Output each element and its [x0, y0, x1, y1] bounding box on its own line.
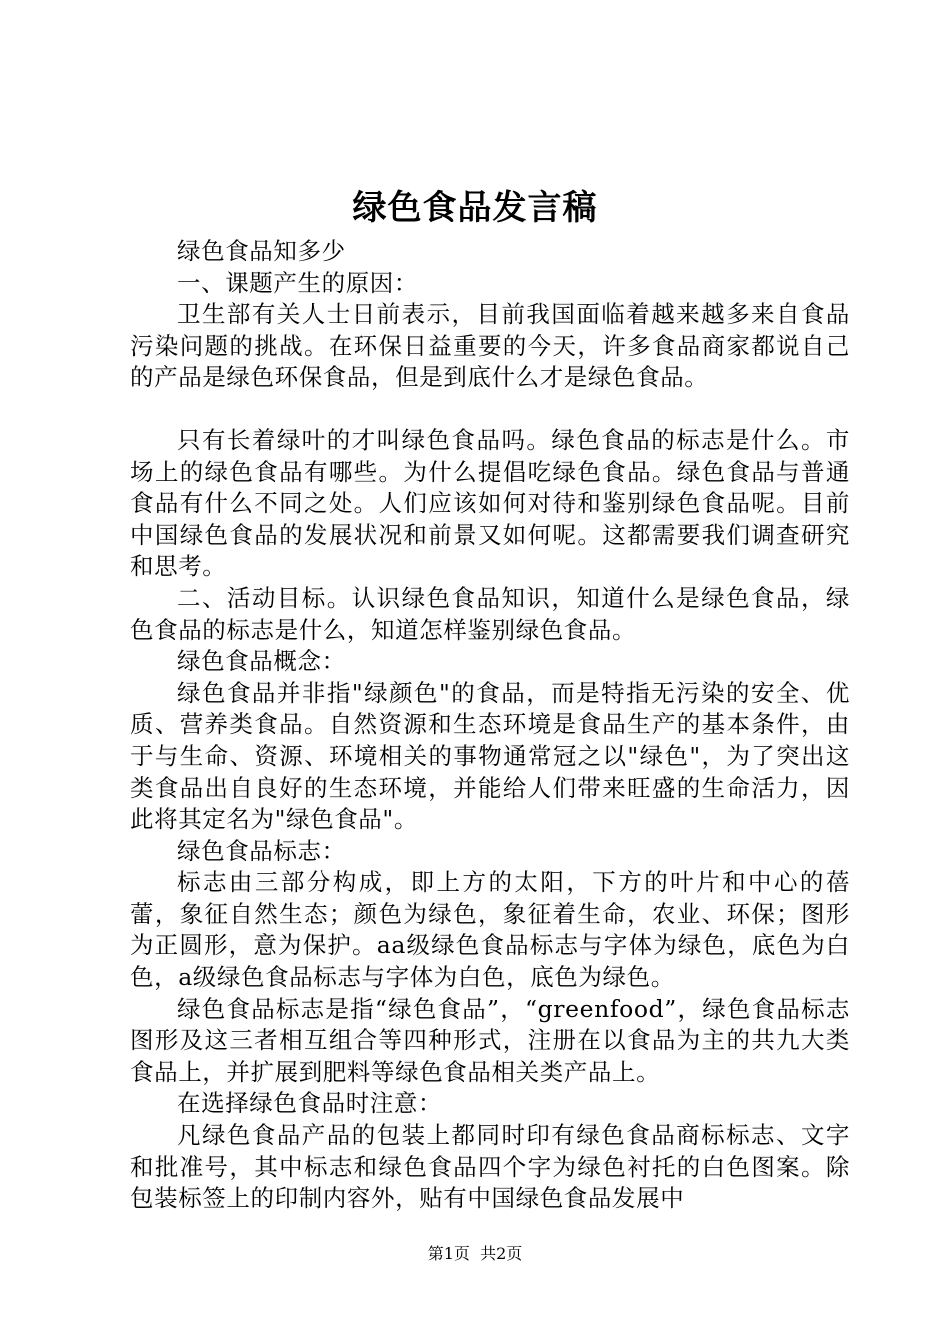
document-title: 绿色食品发言稿 [352, 188, 598, 228]
paragraph-heading: 在选择绿色食品时注意： [177, 1089, 443, 1118]
paragraph: 标志由三部分构成，即上方的太阳，下方的叶片和中心的蓓蕾，象征自然生态；颜色为绿色，象征着生命，农业、环保；图形为正圆形，意为保护。aa级绿色食品标志与字体为绿色，底色为白色，a级绿色食品标志与字体为白色，底色为绿色。 [130, 868, 850, 992]
page-number: 第1页 共2页 [427, 1244, 523, 1263]
paragraph: 只有长着绿叶的才叫绿色食品吗。绿色食品的标志是什么。市场上的绿色食品有哪些。为什么提倡吃绿色食品。绿色食品与普通食品有什么不同之处。人们应该如何对待和鉴别绿色食品呢。目前中国绿色食品的发展状况和前景又如何呢。这都需要我们调查研究和思考。 [130, 425, 850, 581]
document-body [130, 236, 850, 1215]
paragraph-section-heading: 二、活动目标。认识绿色食品知识，知道什么是绿色食品，绿色食品的标志是什么，知道怎样鉴别绿色食品。 [130, 583, 850, 644]
paragraph-heading: 绿色食品标志： [177, 836, 346, 865]
paragraph: 绿色食品并非指"绿颜色"的食品，而是特指无污染的安全、优质、营养类食品。自然资源和生态环境是食品生产的基本条件，由于与生命、资源、环境相关的事物通常冠之以"绿色"，为了突出这类食品出自良好的生态环境，并能给人们带来旺盛的生命活力，因此将其定名为"绿色食品"。 [130, 678, 850, 834]
paragraph: 卫生部有关人士日前表示，目前我国面临着越来越多来自食品污染问题的挑战。在环保日益重要的今天，许多食品商家都说自己的产品是绿色环保食品，但是到底什么才是绿色食品。 [130, 300, 850, 392]
paragraph-subtitle: 绿色食品知多少 [177, 237, 346, 265]
paragraph: 凡绿色食品产品的包装上都同时印有绿色食品商标标志、文字和批准号，其中标志和绿色食品四个字为绿色衬托的白色图案。除包装标签上的印制内容外，贴有中国绿色食品发展中 [130, 1121, 850, 1213]
paragraph: 绿色食品标志是指“绿色食品”，“greenfood”，绿色食品标志图形及这三者相互组合等四种形式，注册在以食品为主的共九大类食品上，并扩展到肥料等绿色食品相关类产品上。 [130, 994, 850, 1086]
paragraph-section-heading: 一、课题产生的原因： [177, 268, 418, 297]
page-footer [0, 1243, 950, 1265]
paragraph-heading: 绿色食品概念： [177, 647, 346, 676]
